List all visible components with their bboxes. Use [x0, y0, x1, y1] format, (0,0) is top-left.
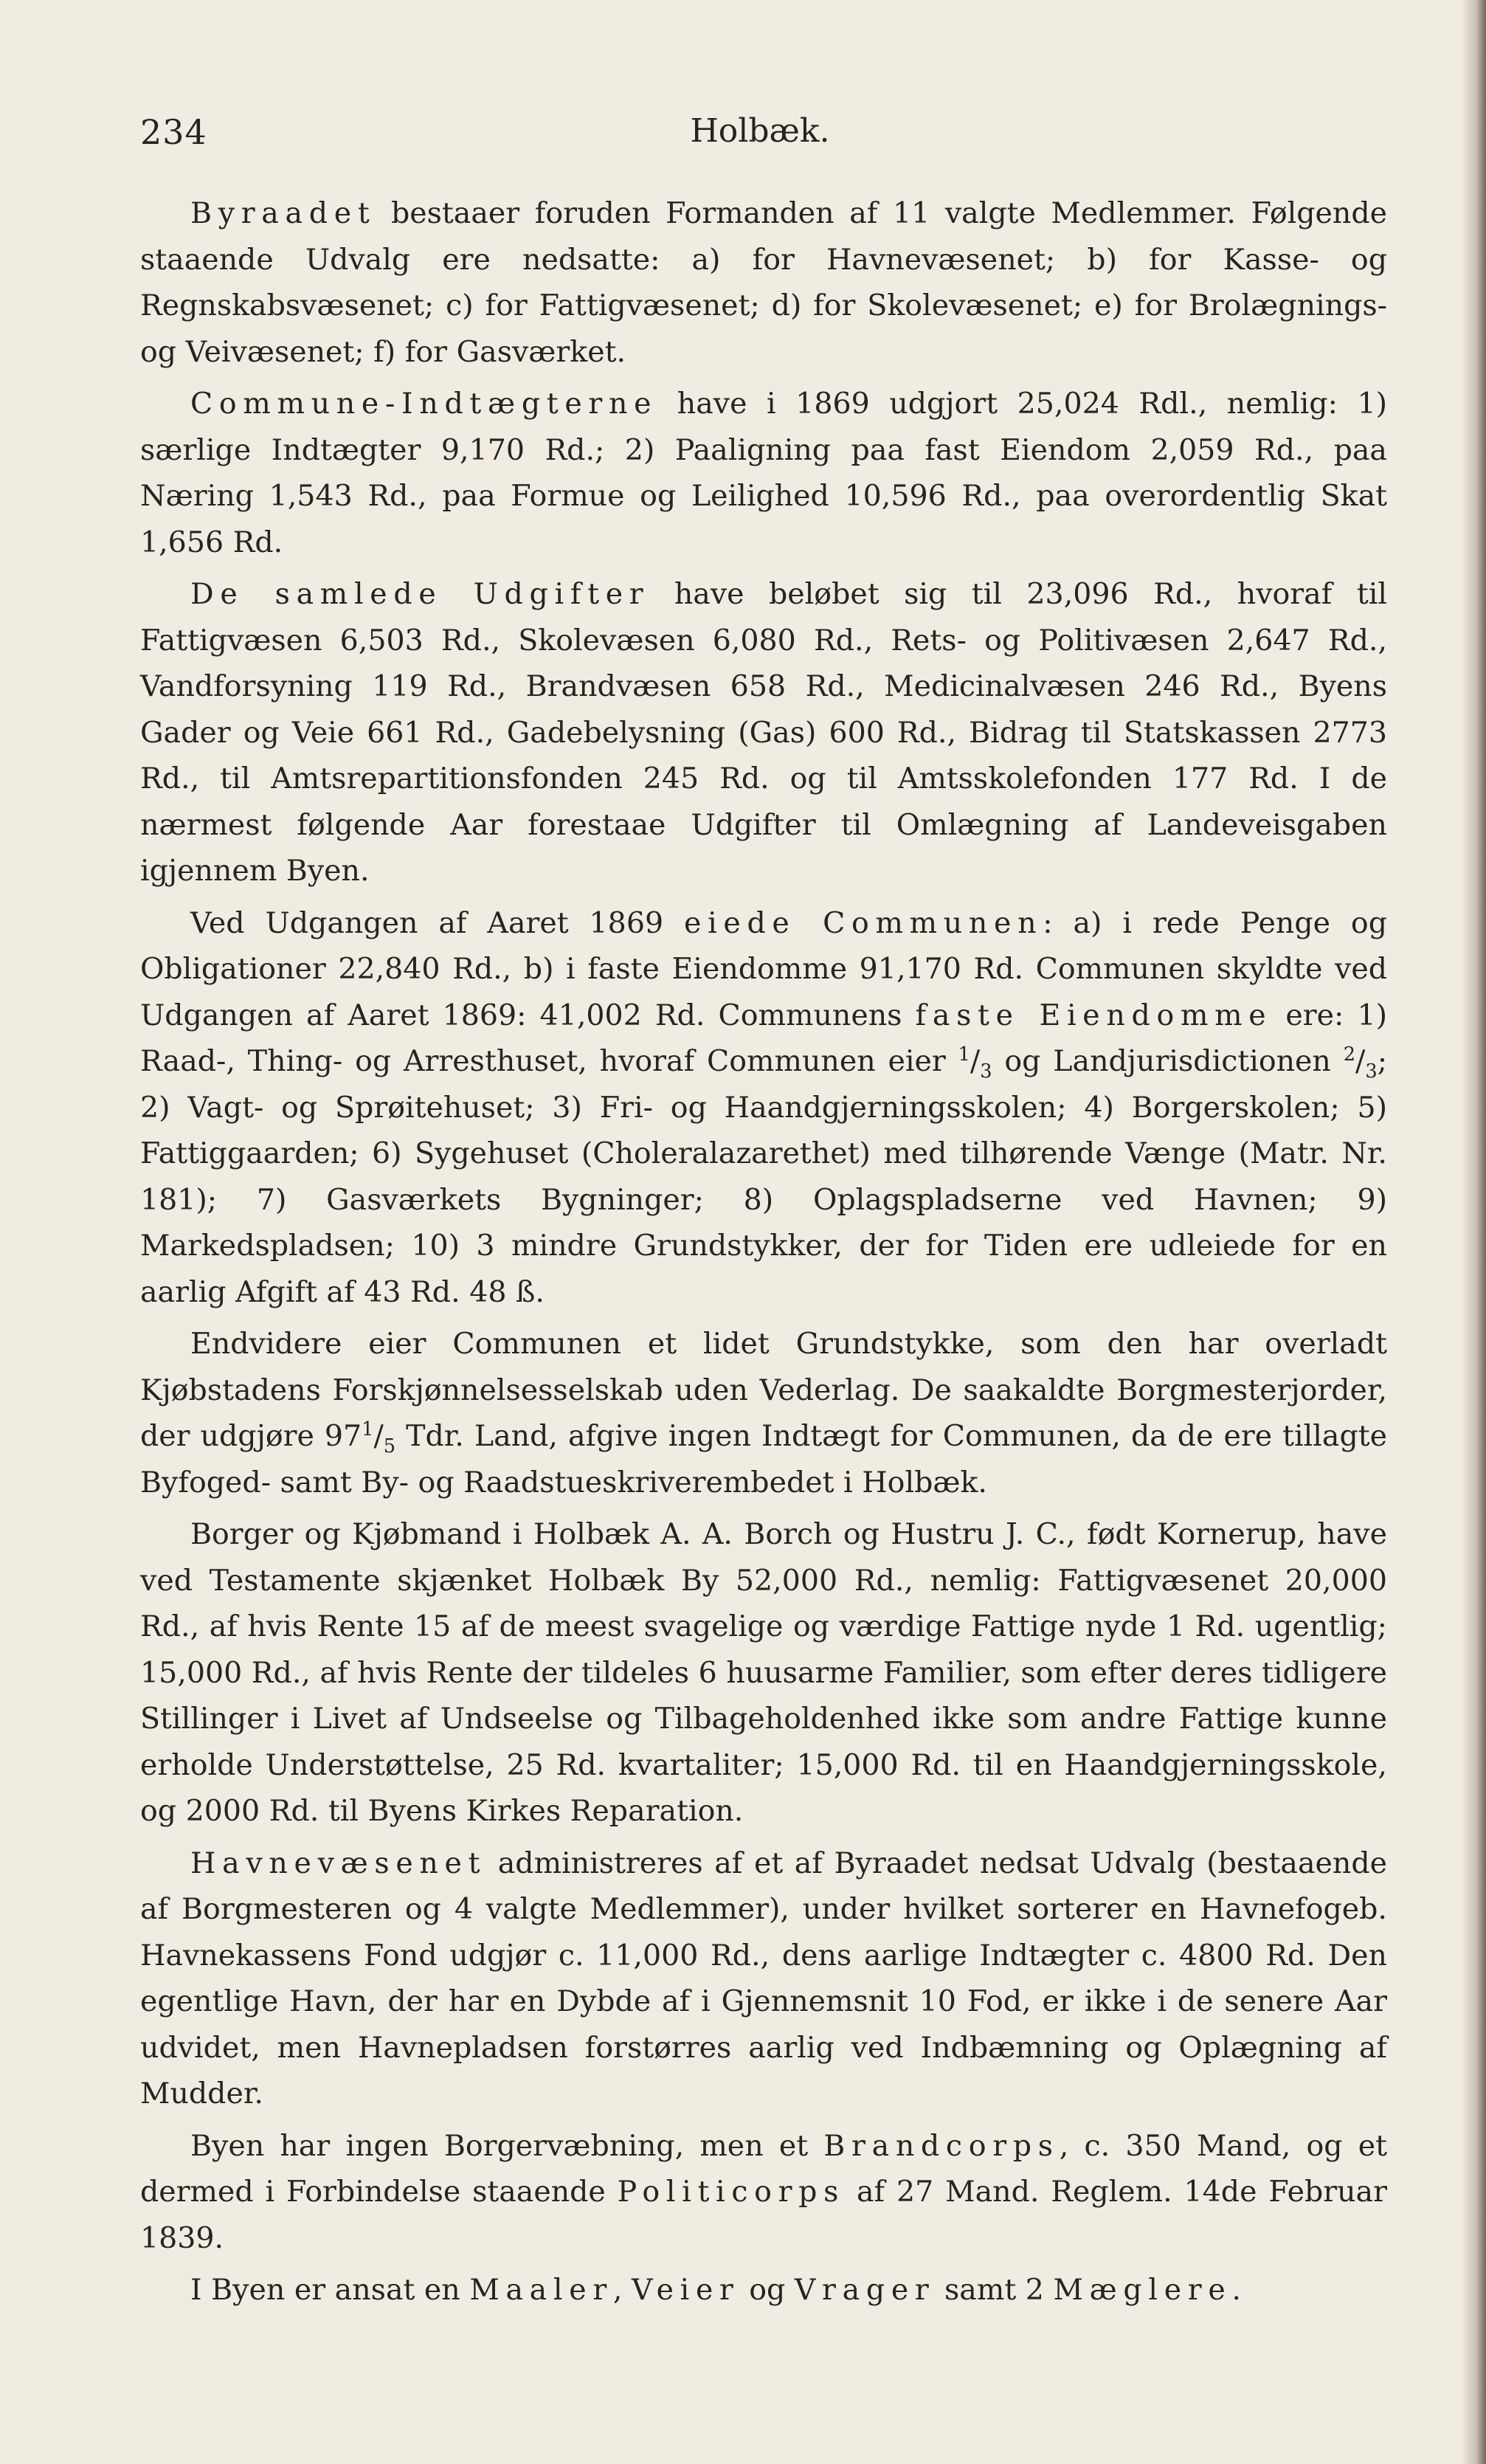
- paragraph-text: samt 2: [935, 2273, 1054, 2307]
- spaced-term: Commune-Indtægterne: [190, 387, 658, 421]
- paragraph-byraadet: [140, 190, 1387, 375]
- paragraph-brandcorps: [140, 2123, 1387, 2262]
- spaced-term: eiede Communen: [684, 905, 1043, 940]
- paragraph-text: have i 1869 udgjort 25,024 Rdl., nemlig: 1) særlige Indtægter 9,170 Rd.; 2) Paaligning paa fast Eiendom 2,059 Rd., paa Næring 1,543 Rd., paa Formue og Leilighed 10,596 Rd., paa overordentlig Skat 1,656 Rd.: [140, 387, 1387, 559]
- paragraph-udgifter: [140, 571, 1387, 894]
- paragraph-text: Ved Udgangen af Aaret 1869: [190, 905, 684, 940]
- spaced-term: Vrager: [794, 2273, 936, 2307]
- body-text: [140, 190, 1387, 2319]
- paragraph-text: administreres af et af Byraadet nedsat Udvalg (bestaaende af Borgmesteren og 4 valgte Medlemmer), under hvilket sorterer en Havnefogeb. Havnekassens Fond udgjør c. 11,000 Rd., dens aarlige Indtægter c. 4800 Rd. Den egentlige Havn, der har en Dybde af i Gjennemsnit 10 Fod, er ikke i de senere Aar udvidet, men Havnepladsen forstørres aarlig ved Indbæmning og Oplægning af Mudder.: [140, 1846, 1387, 2111]
- paragraph-eiendomme: Ved Udgangen af Aaret 1869 eiede Communen: a) i rede Penge og Obligationer 22,840 Rd., b) i faste Eiendomme 91,170 Rd. Communen skyldte ved Udgangen af Aaret 1869: 41,002 Rd. Communens faste Eiendomme ere: 1) Raad-, Thing- og Arresthuset, hvoraf Communen eier $^1/_3$ og Landjurisdictionen $^2/_3$; 2) Vagt- og Sprøitehuset; 3) Fri- og Haandgjerningsskolen; 4) Borgerskolen; 5) Fattiggaarden; 6) Sygehuset (Choleralazarethet) med tilhørende Vænge (Matr. Nr. 181); 7) Gasværkets Bygninger; 8) Oplagspladserne ved Havnen; 9) Markedspladsen; 10) 3 mindre Grundstykker, der for Tiden ere udleiede for en aarlig Afgift af 43 Rd. 48 ß.: [140, 905, 1387, 1309]
- spaced-term: Brandcorps: [823, 2128, 1060, 2163]
- fraction-denominator: 3: [980, 1060, 992, 1083]
- spaced-term: De samlede Udgifter: [190, 577, 650, 611]
- fraction-denominator: 3: [1365, 1060, 1378, 1083]
- page-edge-shadow: [1461, 0, 1486, 2464]
- paragraph-text: Byen har ingen Borgervæbning, men et: [190, 2128, 824, 2163]
- paragraph-havnevaesenet: [140, 1840, 1387, 2117]
- spaced-term: Havnevæsenet: [190, 1846, 487, 1880]
- paragraph-testamente: [140, 1511, 1387, 1835]
- fraction-numerator: 1: [362, 1418, 374, 1440]
- paragraph-text: have beløbet sig til 23,096 Rd., hvoraf til Fattigvæsen 6,503 Rd., Skolevæsen 6,080 Rd., Rets- og Politivæsen 2,647 Rd., Vandforsyning 119 Rd., Brandvæsen 658 Rd., Medicinalvæsen 246 Rd., Byens Gader og Veie 661 Rd., Gadebelysning (Gas) 600 Rd., Bidrag til Statskassen 2773 Rd., til Amtsrepartitionsfonden 245 Rd. og til Amtsskolefonden 177 Rd. I de nærmest følgende Aar forestaae Udgifter til Omlægning af Landeveisgaben igjennem Byen.: [140, 577, 1387, 888]
- paragraph-text: og Landjurisdictionen: [992, 1044, 1344, 1078]
- paragraph-text: ,: [612, 2273, 632, 2307]
- paragraph-text: Borger og Kjøbmand i Holbæk A. A. Borch og Hustru J. C., født Kornerup, have ved Testamente skjænket Holbæk By 52,000 Rd., nemlig: Fattigvæsenet 20,000 Rd., af hvis Rente 15 af de meest svagelige og værdige Fattige nyde 1 Rd. ugentlig; 15,000 Rd., af hvis Rente der tildeles 6 huusarme Familier, som efter deres tidligere Stillinger i Livet af Undseelse og Tilbageholdenhed ikke som andre Fattige kunne erholde Understøttelse, 25 Rd. kvartaliter; 15,000 Rd. til en Haandgjerningsskole, og 2000 Rd. til Byens Kirkes Reparation.: [140, 1517, 1387, 1828]
- fraction-numerator: 1: [958, 1043, 970, 1066]
- paragraph-text: I Byen er ansat en: [190, 2273, 470, 2307]
- paragraph-text: .: [1231, 2273, 1241, 2307]
- paragraph-grundstykke: Endvidere eier Communen et lidet Grundstykke, som den har overladt Kjøbstadens Forskjønnelsesselskab uden Vederlag. De saakaldte Borgmesterjorder, der udgjøre $97^1/_5$ Tdr. Land, afgive ingen Indtægt for Communen, da de ere tillagte Byfoged- samt By- og Raadstueskriverembedet i Holbæk.: [140, 1327, 1387, 1500]
- spaced-term: Politicorps: [617, 2175, 846, 2209]
- page-number: 234: [140, 112, 207, 152]
- paragraph-text: og: [739, 2273, 795, 2307]
- paragraph-maaler: [140, 2267, 1387, 2313]
- paragraph-commune-indtaegter: [140, 381, 1387, 565]
- paragraph-text: ere: 1) Raad-, Thing- og Arresthuset, hvoraf Communen eier: [140, 998, 1387, 1078]
- spaced-term: Mæglere: [1053, 2273, 1232, 2307]
- fraction-numerator: 2: [1343, 1043, 1356, 1066]
- paragraph-text: af 27 Mand. Reglem. 14de Februar 1839.: [140, 2175, 1387, 2255]
- spaced-term: faste Eiendomme: [915, 998, 1273, 1032]
- paragraph-text: , c. 350 Mand, og et dermed i Forbindelse staaende: [140, 2128, 1387, 2209]
- spaced-term: Veier: [632, 2273, 740, 2307]
- fraction-denominator: 5: [383, 1435, 396, 1457]
- paragraph-text: bestaaer foruden Formanden af 11 valgte Medlemmer. Følgende staaende Udvalg ere nedsatte: a) for Havnevæsenet; b) for Kasse- og Regnskabsvæsenet; c) for Fattigvæsenet; d) for Skolevæsenet; e) for Brolægnings- og Veivæsenet; f) for Gasværket.: [140, 196, 1387, 369]
- paragraph-text: Endvidere eier Communen et lidet Grundstykke, som den har overladt Kjøbstadens Forskjønnelsesselskab uden Vederlag. De saakaldte Borgmesterjorder, der udgjøre 97: [140, 1327, 1387, 1453]
- paragraph-text: : a) i rede Penge og Obligationer 22,840 Rd., b) i faste Eiendomme 91,170 Rd. Communen skyldte ved Udgangen af Aaret 1869: 41,002 Rd. Communens: [140, 905, 1387, 1032]
- running-title: Holbæk.: [690, 112, 830, 150]
- spaced-term: Maaler: [469, 2273, 613, 2307]
- paragraph-text: Tdr. Land, afgive ingen Indtægt for Communen, da de ere tillagte Byfoged- samt By- og Raadstueskriverembedet i Holbæk.: [140, 1419, 1387, 1500]
- spaced-term: Byraadet: [190, 196, 376, 230]
- page-header: [140, 112, 1380, 156]
- paragraph-text: ; 2) Vagt- og Sprøitehuset; 3) Fri- og Haandgjerningsskolen; 4) Borgerskolen; 5) Fattiggaarden; 6) Sygehuset (Choleralazarethet) med tilhørende Vænge (Matr. Nr. 181); 7) Gasværkets Bygninger; 8) Oplagspladserne ved Havnen; 9) Markedspladsen; 10) 3 mindre Grundstykker, der for Tiden ere udleiede for en aarlig Afgift af 43 Rd. 48 ß.: [140, 1044, 1387, 1309]
